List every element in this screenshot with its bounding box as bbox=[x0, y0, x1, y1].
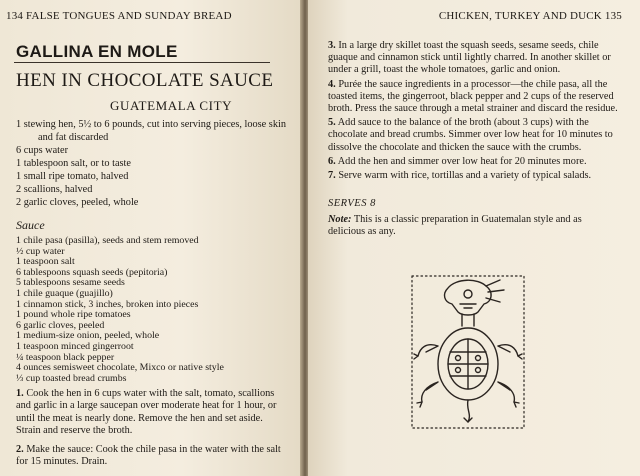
right-running-header: CHICKEN, TURKEY AND DUCK 135 bbox=[438, 10, 622, 22]
ingredient-line: 1 medium-size onion, peeled, whole bbox=[16, 330, 160, 342]
ingredient-line: 1 small ripe tomato, halved bbox=[16, 171, 129, 182]
recipe-origin: GUATEMALA CITY bbox=[110, 98, 233, 113]
step-number: 6. bbox=[328, 155, 336, 167]
ingredient-line: 1 teaspoon minced gingerroot bbox=[16, 340, 134, 352]
sauce-heading: Sauce bbox=[16, 218, 45, 232]
serves-line: SERVES 8 bbox=[328, 198, 376, 209]
step-text: Add the hen and simmer over low heat for 20 minutes more. bbox=[337, 155, 587, 167]
ingredient-line: 6 tablespoons squash seeds (pepitoria) bbox=[16, 266, 168, 278]
recipe-step bbox=[328, 156, 618, 168]
ingredient-line: 2 scallions, halved bbox=[16, 184, 93, 195]
recipe-title-english: HEN IN CHOCOLATE SAUCE bbox=[16, 70, 274, 91]
ingredient-line: 5 tablespoons sesame seeds bbox=[16, 277, 125, 289]
recipe-step bbox=[328, 170, 618, 182]
step-text: Make the sauce: Cook the chile pasa in the water with the salt for 15 minutes. Drain. bbox=[16, 443, 281, 468]
step-text: Cook the hen in 6 cups water with the salt, tomato, scallions and garlic in a large saucepan over moderate heat for 1 hour, or until the meat is nearly done. Remove the hen and set aside. Strain and reserve the broth. bbox=[16, 388, 277, 437]
ingredient-line: 4 ounces semisweet chocolate, Mixco or native style bbox=[16, 362, 224, 374]
right-page bbox=[308, 0, 640, 476]
ingredient-line: 1 chile pasa (pasilla), seeds and stem removed bbox=[16, 235, 199, 246]
ingredient-line: 6 garlic cloves, peeled bbox=[16, 319, 105, 331]
ingredient-line: 1 teaspoon salt bbox=[16, 256, 75, 268]
recipe-step bbox=[16, 388, 286, 438]
step-number: 7. bbox=[328, 170, 336, 182]
ingredient-line: ⅓ cup toasted bread crumbs bbox=[16, 372, 127, 384]
ingredient-line: 1 pound whole ripe tomatoes bbox=[16, 309, 131, 321]
ingredient-line: 1 cinnamon stick, 3 inches, broken into pieces bbox=[16, 298, 199, 310]
step-text: Serve warm with rice, tortillas and a variety of typical salads. bbox=[338, 170, 592, 182]
left-step-list bbox=[16, 388, 286, 474]
left-running-header: 134 FALSE TONGUES AND SUNDAY BREAD bbox=[6, 10, 232, 22]
recipe-note bbox=[328, 214, 620, 239]
turtle-glyph-illustration bbox=[408, 272, 528, 432]
recipe-step bbox=[328, 79, 618, 116]
right-step-list bbox=[328, 40, 618, 184]
step-number: 4. bbox=[328, 78, 336, 90]
step-text: Add sauce to the balance of the broth (about 3 cups) with the chocolate and bread crumbs. Simmer over low heat for 10 minutes to dissolve the chocolate and thicken the sauce with the crumbs. bbox=[328, 117, 613, 153]
ingredient-line: and fat discarded bbox=[38, 132, 109, 143]
recipe-step bbox=[16, 444, 286, 469]
step-number: 5. bbox=[328, 117, 336, 129]
ingredient-line: 2 garlic cloves, peeled, whole bbox=[16, 197, 139, 208]
step-number: 1. bbox=[16, 388, 24, 399]
ingredient-line: 1 stewing hen, 5½ to 6 pounds, cut into serving pieces, loose skin bbox=[16, 119, 286, 130]
step-text: In a large dry skillet toast the squash seeds, sesame seeds, chile guaque and cinnamon stick until lightly charred. In another skillet or under a grill, toast the whole tomatoes, garlic and onion. bbox=[328, 40, 611, 76]
title-rule bbox=[14, 62, 270, 63]
ingredient-line: ¼ teaspoon black pepper bbox=[16, 351, 115, 363]
recipe-step bbox=[328, 40, 618, 77]
ingredient-line: 1 chile guaque (guajillo) bbox=[16, 287, 113, 299]
ingredient-line: 6 cups water bbox=[16, 145, 69, 156]
recipe-step bbox=[328, 117, 618, 154]
ingredient-line: ½ cup water bbox=[16, 245, 65, 257]
sauce-ingredient-list bbox=[16, 236, 286, 384]
note-label: Note: bbox=[328, 214, 352, 225]
ingredient-line: 1 tablespoon salt, or to taste bbox=[16, 158, 131, 169]
main-ingredient-list bbox=[16, 118, 286, 209]
step-text: Purée the sauce ingredients in a processor—the chile pasa, all the toasted items, the gingerroot, black pepper and 2 cups of the reserved broth. Press the sauce through a metal strainer and discard the residue. bbox=[328, 78, 618, 115]
left-page bbox=[0, 0, 304, 476]
step-number: 2. bbox=[16, 443, 24, 455]
step-number: 3. bbox=[328, 40, 336, 51]
recipe-title-spanish: GALLINA EN MOLE bbox=[16, 42, 178, 61]
note-text: This is a classic preparation in Guatemalan style and as delicious as any. bbox=[328, 214, 582, 238]
